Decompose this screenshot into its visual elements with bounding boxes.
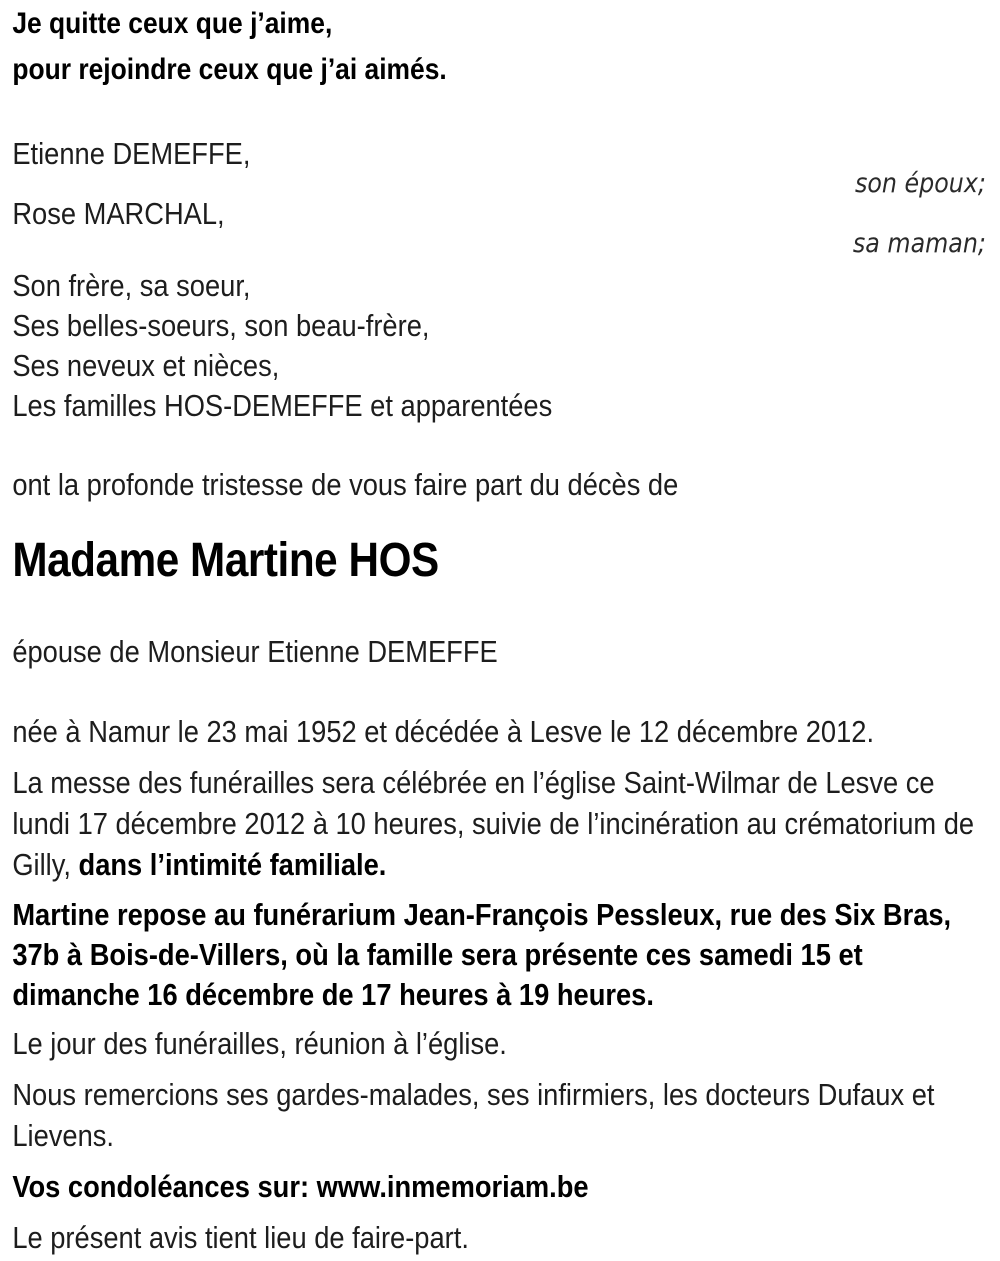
condolences-label: Vos condoléances sur:	[12, 1169, 317, 1204]
relative-relation: son époux;	[854, 168, 986, 199]
relative-name: Rose MARCHAL,	[12, 196, 225, 231]
page-title-deceased-name: Madame Martine HOS	[12, 534, 439, 587]
funerarium-paragraph: Martine repose au funérarium Jean-François Pessleux, rue des Six Bras, 37b à Bois-de-Villers, où la famille sera présente ces samedi 15 et dimanche 16 décembre de 17 heures à 19 heures.	[12, 897, 952, 1012]
closing-line: Le présent avis tient lieu de faire-part.	[12, 1220, 469, 1255]
family-line: Son frère, sa soeur,	[12, 268, 251, 303]
family-list	[12, 266, 986, 426]
family-line: Ses neveux et nièces,	[12, 348, 280, 383]
epigraph-line-1: Je quitte ceux que j’aime,	[12, 7, 333, 40]
epigraph-line-2: pour rejoindre ceux que j’ai aimés.	[12, 53, 447, 86]
relatives-list	[12, 138, 986, 258]
ceremony-text: La messe des funérailles sera célébrée en l’église Saint-Wilmar de Lesve ce lundi 17 décembre 2012 à 10 heures, suivie de l’incinération au crématorium de Gilly,	[12, 765, 975, 882]
spouse-line: épouse de Monsieur Etienne DEMEFFE	[12, 634, 498, 669]
birth-death-line: née à Namur le 23 mai 1952 et décédée à Lesve le 12 décembre 2012.	[12, 714, 875, 749]
condolences-url: www.inmemoriam.be	[316, 1169, 589, 1204]
family-line: Ses belles-soeurs, son beau-frère,	[12, 308, 430, 343]
relative-relation: sa maman;	[852, 228, 986, 259]
meeting-line: Le jour des funérailles, réunion à l’église.	[12, 1026, 507, 1061]
condolences-line	[12, 1166, 986, 1207]
announcement-line: ont la profonde tristesse de vous faire part du décès de	[12, 467, 679, 502]
relative-name: Etienne DEMEFFE,	[12, 136, 251, 171]
family-line: Les familles HOS-DEMEFFE et apparentées	[12, 388, 553, 423]
ceremony-emphasis: dans l’intimité familiale.	[78, 847, 387, 882]
epigraph	[12, 8, 986, 86]
thanks-paragraph: Nous remercions ses gardes-malades, ses infirmiers, les docteurs Dufaux et Lievens.	[12, 1077, 935, 1153]
ceremony-paragraph	[12, 762, 986, 885]
